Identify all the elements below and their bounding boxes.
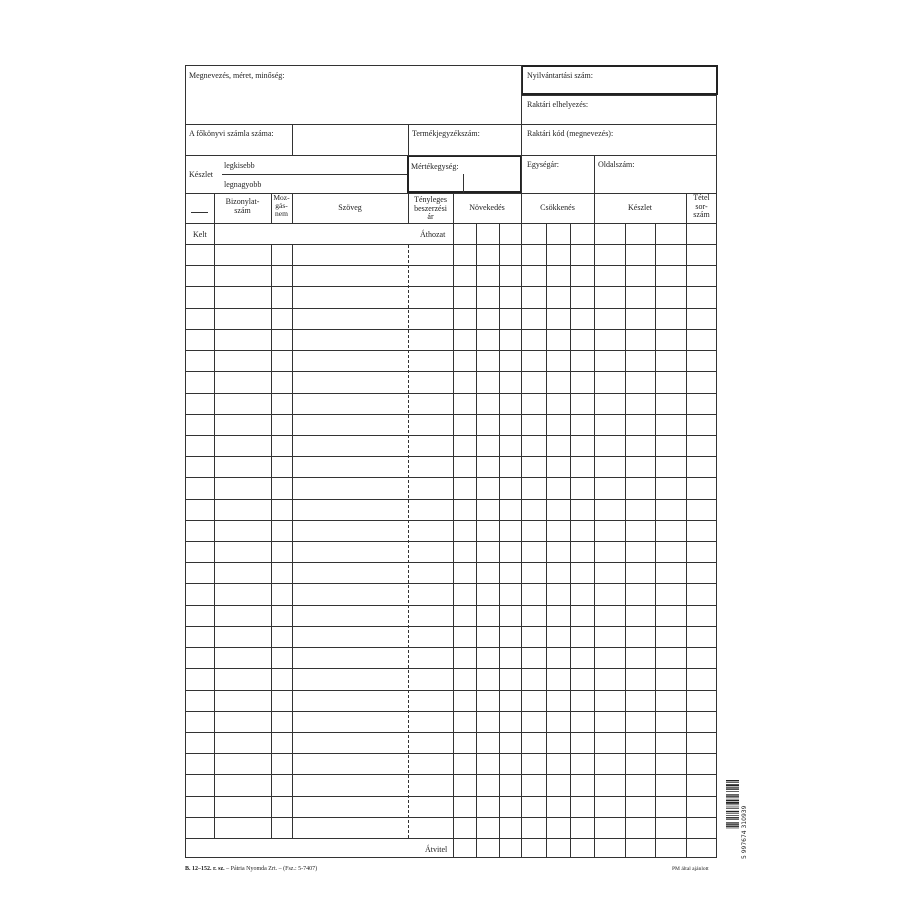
barcode-bar (726, 780, 739, 781)
athozat-label: Áthozat (420, 230, 446, 239)
ledger-row-line (185, 668, 717, 669)
termekjegyzek-label: Termékjegyzékszám: (412, 129, 480, 138)
fokonyvi-label: A főkönyvi számla száma: (189, 129, 274, 138)
barcode-bar (726, 811, 739, 812)
barcode-bar (726, 815, 739, 816)
barcode-bar (726, 823, 739, 824)
barcode-bar (726, 802, 739, 804)
legnagyobb-label: legnagyobb (224, 180, 262, 189)
ledger-row-line (185, 435, 717, 436)
raktari-elhelyezes-label: Raktári elhelyezés: (527, 100, 589, 109)
barcode-bar (726, 819, 739, 820)
ledger-row-line (185, 605, 717, 606)
barcode-bar (726, 822, 739, 823)
ledger-row-line (185, 711, 717, 712)
kelt-label: Kelt (193, 230, 207, 239)
oldalszam-label: Oldalszám: (598, 160, 635, 169)
barcode-bar (726, 805, 739, 806)
barcode-bar (726, 795, 739, 796)
barcode-bar (726, 782, 739, 783)
barcode-number: 5 997674 310939 (741, 805, 748, 859)
barcode-bar (726, 800, 739, 801)
ledger-row-line (185, 583, 717, 584)
ledger-row-line (185, 414, 717, 415)
col-keszlet: Készlet (628, 203, 652, 212)
ledger-row-line (185, 477, 717, 478)
publisher-text: – Pátria Nyomda Zrt. – (Fsz.: 5-7407) (224, 866, 318, 872)
col-tetel: Tétel sor- szám (693, 193, 710, 219)
form-code: B. 12–152. r. sz. (185, 866, 225, 872)
barcode-bar (726, 817, 739, 818)
ledger-row-line (185, 541, 717, 542)
ledger-row-line (185, 350, 717, 351)
barcode-bar (726, 794, 739, 795)
nyilvantartasi-label: Nyilvántartási szám: (527, 71, 593, 80)
ledger-row-line (185, 308, 717, 309)
mertekegyseg-box (407, 155, 522, 193)
ledger-row-line (185, 796, 717, 797)
form-code-footer (185, 866, 317, 873)
col-bizonylat: Bizonylat- szám (225, 197, 260, 215)
ledger-row-line (185, 626, 717, 627)
ledger-row-line (185, 265, 717, 266)
barcode-bar (726, 807, 739, 808)
ledger-row-line (185, 499, 717, 500)
ledger-row-line (185, 286, 717, 287)
ledger-row-line (185, 329, 717, 330)
barcode-bar (726, 784, 739, 786)
barcode-bar (726, 798, 739, 799)
col-szoveg: Szöveg (338, 203, 362, 212)
ledger-row-line (185, 520, 717, 521)
barcode-bar (726, 791, 739, 792)
ledger-row-line (185, 732, 717, 733)
col-novekedes: Növekedés (469, 203, 505, 212)
ledger-row-line (185, 456, 717, 457)
ledger-row-line (185, 371, 717, 372)
barcode-bar (726, 787, 739, 788)
col-mozgasnem: Moz- gás- nem (273, 193, 290, 218)
barcode-bar (726, 826, 739, 827)
raktari-kod-label: Raktári kód (megnevezés): (527, 129, 614, 138)
col-tenyleges: Tényleges beszerzési ár (414, 195, 447, 221)
ledger-row-line (185, 753, 717, 754)
barcode-bar (726, 828, 739, 829)
nyilvantartasi-box (521, 65, 718, 95)
ledger-row-line (185, 774, 717, 775)
barcode-bar (726, 808, 739, 809)
col-csokkenes: Csökkenés (540, 203, 575, 212)
barcode-bar (726, 788, 739, 789)
barcode (724, 778, 748, 860)
ledger-row-line (185, 393, 717, 394)
ledger-row-line (185, 647, 717, 648)
atvitel-label: Átvitel (425, 845, 448, 854)
mertekegyseg-label: Mértékegység: (411, 162, 459, 171)
legkisebb-label: legkisebb (224, 161, 255, 170)
egysegar-label: Egységár: (527, 160, 559, 169)
ledger-row-line (185, 817, 717, 818)
barcode-bar (726, 813, 739, 814)
ledger-row-line (185, 690, 717, 691)
keszlet-label: Készlet (189, 170, 213, 179)
approved-text: PM által ajánlott (672, 866, 709, 872)
ledger-row-line (185, 562, 717, 563)
megnevezes-label: Megnevezés, méret, minőség: (189, 71, 285, 80)
